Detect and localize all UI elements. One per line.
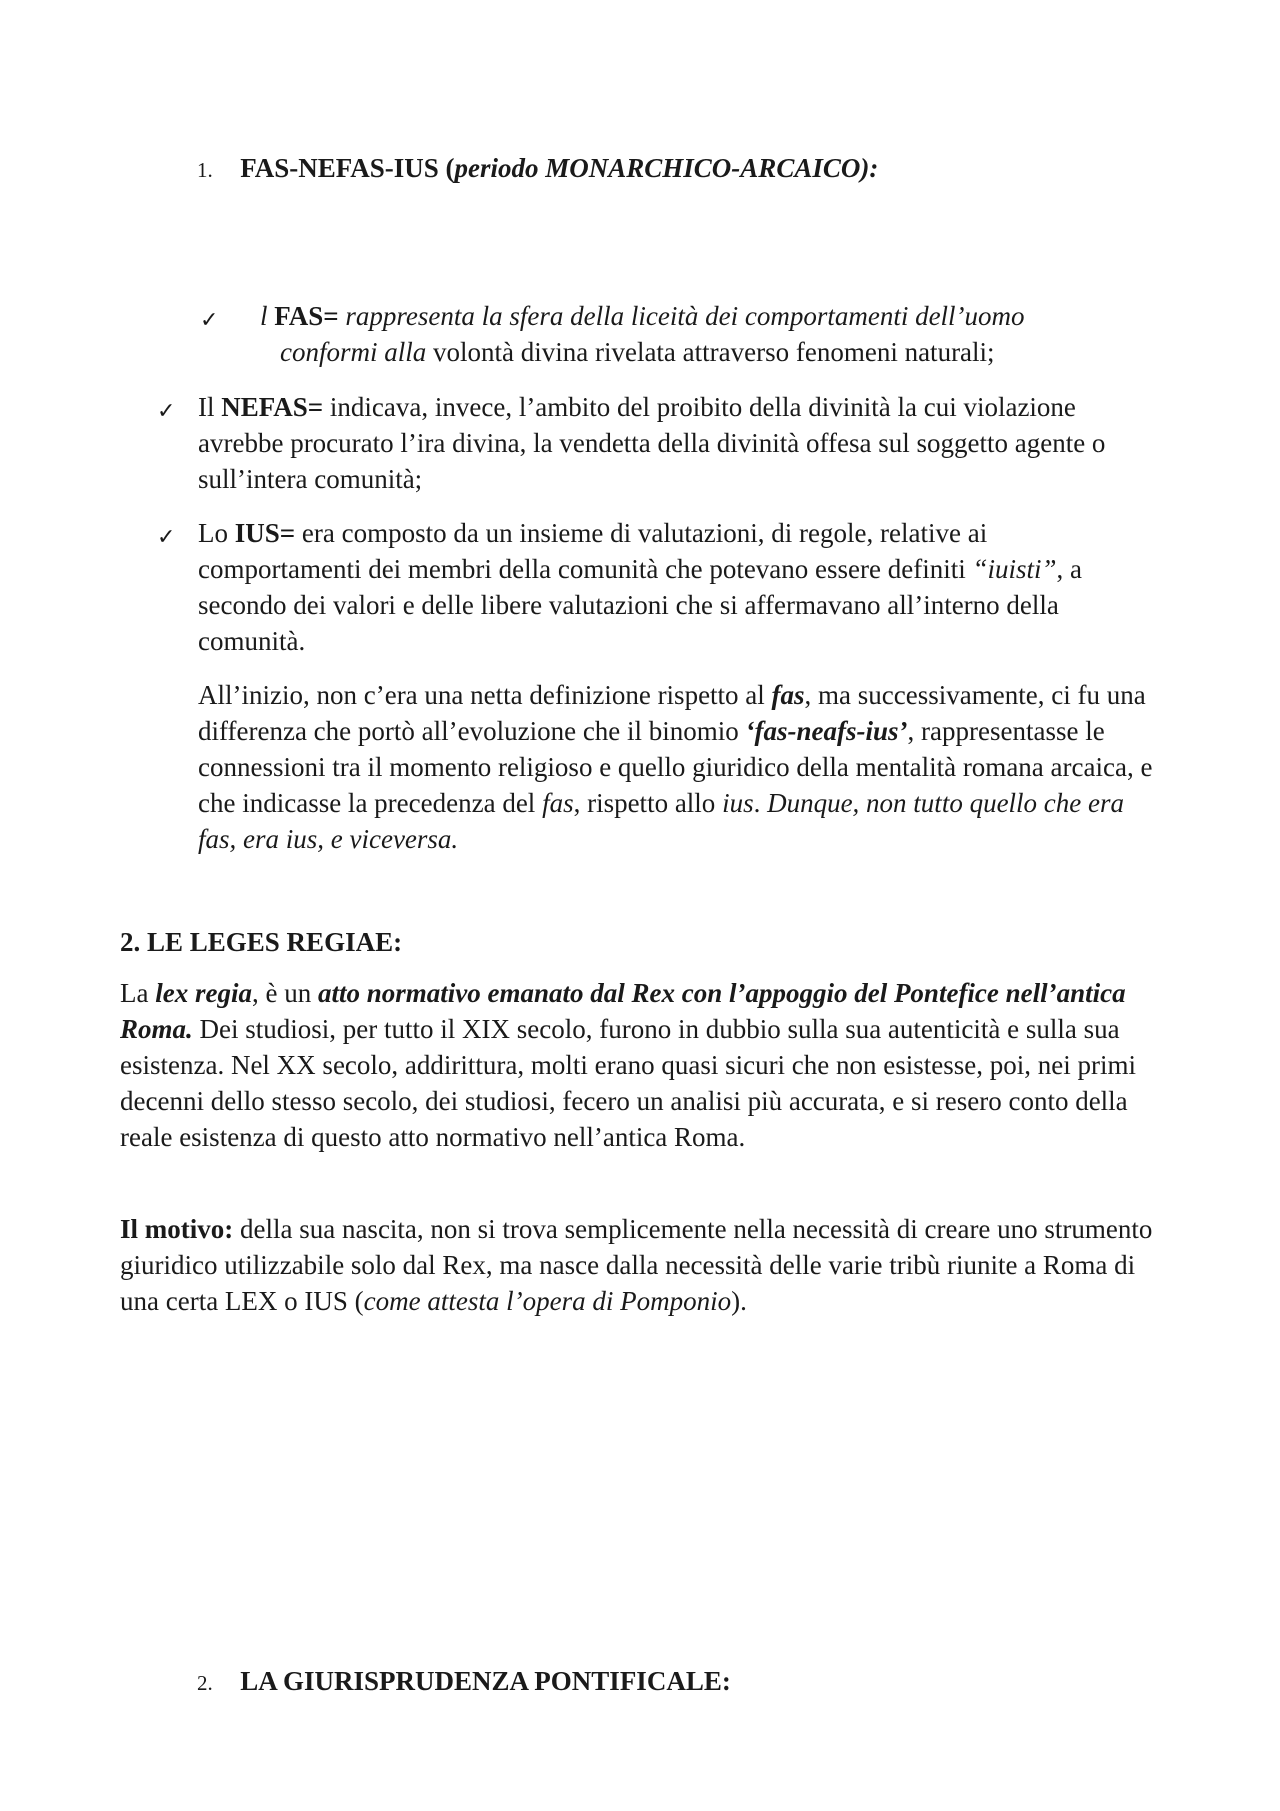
section2-paragraph-2: Il motivo: della sua nascita, non si trova semplicemente nella necessità di creare uno strumento giuridico utilizzabile solo dal Rex, ma nasce dalla necessità delle varie tribù riunite a Roma di una certa LEX o IUS (come attesta l’opera di Pomponio). xyxy=(120,1214,1153,1316)
term-nefas: NEFAS= xyxy=(221,392,324,422)
section3-title: LA GIURISPRUDENZA PONTIFICALE: xyxy=(240,1666,731,1696)
section2-paragraph-1: La lex regia, è un atto normativo emanato dal Rex con l’appoggio del Pontefice nell’antica Roma. Dei studiosi, per tutto il XIX secolo, furono in dubbio sulla sua autenticità e sulla sua esistenza. Nel XX secolo, addirittura, molti erano quasi sicuri che non esistesse, poi, nei primi decenni dello stesso secolo, dei studiosi, fecero un analisi più accurata, e si resero conto della reale esistenza di questo atto normativo nell’antica Roma. xyxy=(120,978,1136,1152)
term-fas: FAS= xyxy=(274,301,339,331)
check-icon: ✓ xyxy=(157,525,176,550)
section1-number: 1. xyxy=(197,158,213,182)
section1-title-italic: periodo MONARCHICO-ARCAICO): xyxy=(454,153,879,183)
list-item-fas: l FAS= rappresenta la sfera della liceità dei comportamenti dell’uomo conformi alla volontà divina rivelata attraverso fenomeni naturali; xyxy=(260,301,1025,367)
section2-heading: 2. LE LEGES REGIAE: xyxy=(120,927,403,957)
term-ius: IUS= xyxy=(234,518,296,548)
check-icon: ✓ xyxy=(200,308,219,333)
list-item-ius: Lo IUS= era composto da un insieme di valutazioni, di regole, relative ai comportamenti dei membri della comunità che potevano essere definiti “iuisti”, a secondo dei valori e delle libere valutazioni che si affermavano all’interno della comunità. xyxy=(198,518,1083,656)
section3-heading xyxy=(197,1663,731,1701)
motivo-label: Il motivo: xyxy=(120,1214,234,1244)
lex-regia-definition: atto normativo emanato dal Rex con l’appoggio del Pontefice nell’antica Roma. xyxy=(120,978,1126,1044)
lex-regia: lex regia xyxy=(155,978,252,1008)
section3-number: 2. xyxy=(197,1671,213,1695)
section1-title: FAS-NEFAS-IUS ( xyxy=(240,153,455,183)
binomio: ‘fas-neafs-ius’ xyxy=(745,716,908,746)
check-icon: ✓ xyxy=(157,399,176,424)
section1-paragraph: All’inizio, non c’era una netta definizione rispetto al fas, ma successivamente, ci fu una differenza che portò all’evoluzione che il binomio ‘fas-neafs-ius’, rappresentasse le connessioni tra il momento religioso e quello giuridico della mentalità romana arcaica, e che indicasse la precedenza del fas, rispetto allo ius. Dunque, non tutto quello che era fas, era ius, e viceversa. xyxy=(198,680,1153,854)
section1-heading xyxy=(197,150,878,188)
list-item-nefas: Il NEFAS= indicava, invece, l’ambito del proibito della divinità la cui violazione avrebbe procurato l’ira divina, la vendetta della divinità offesa sul soggetto agente o sull’intera comunità; xyxy=(198,392,1106,494)
